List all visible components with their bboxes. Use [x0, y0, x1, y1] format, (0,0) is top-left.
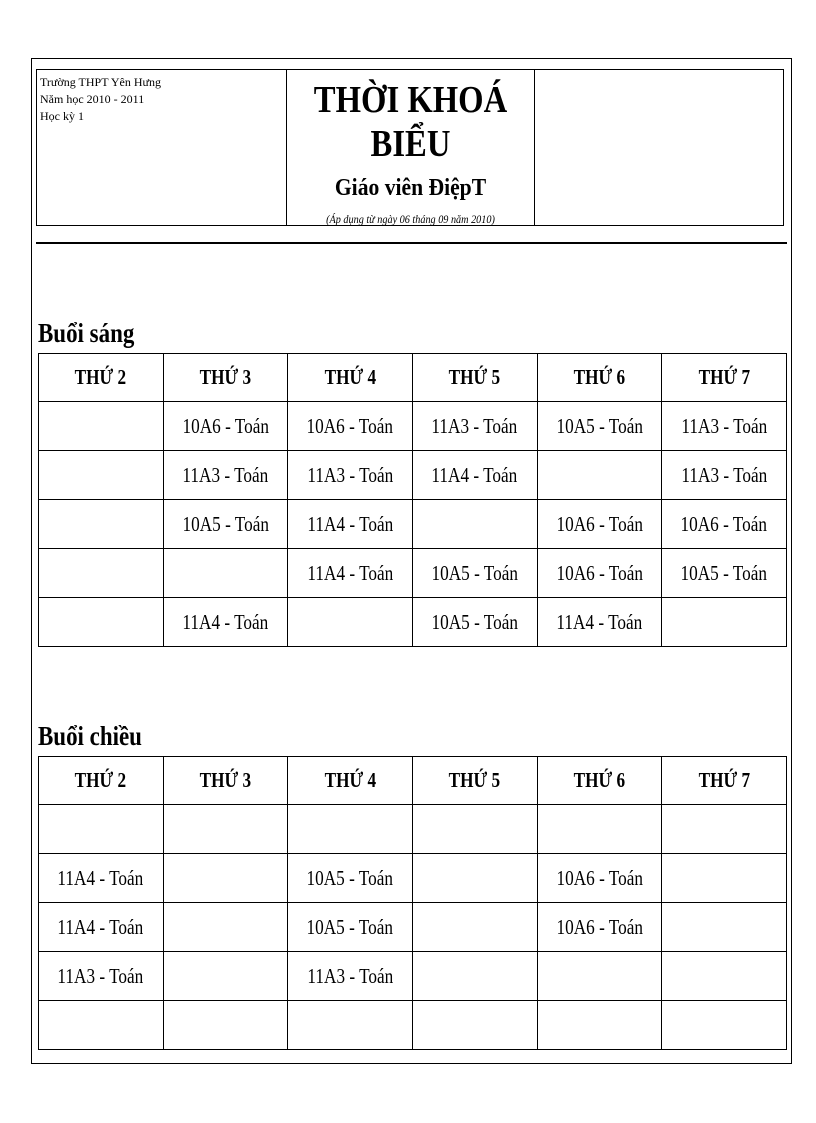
schedule-cell [412, 903, 537, 952]
schedule-cell [537, 1001, 662, 1050]
schedule-cell [537, 451, 662, 500]
morning-day-header [662, 354, 787, 402]
schedule-cell [163, 805, 288, 854]
schedule-cell [537, 500, 662, 549]
schedule-cell [163, 500, 288, 549]
table-row [39, 500, 787, 549]
school-year: Năm học 2010 - 2011 [40, 92, 145, 106]
morning-header-row [39, 354, 787, 402]
schedule-cell [412, 952, 537, 1001]
table-row [39, 549, 787, 598]
schedule-cell [662, 1001, 787, 1050]
class-label: 10A6 - Toán [680, 511, 768, 536]
class-label: 11A4 - Toán [57, 865, 144, 890]
schedule-cell [163, 451, 288, 500]
afternoon-day-label: THỨ 4 [324, 768, 376, 792]
class-label: 11A3 - Toán [182, 462, 269, 487]
table-row [39, 451, 787, 500]
morning-day-header [288, 354, 413, 402]
schedule-cell [39, 500, 164, 549]
schedule-cell [288, 500, 413, 549]
class-label: 11A4 - Toán [182, 609, 269, 634]
afternoon-day-header [412, 757, 537, 805]
afternoon-day-label: THỨ 5 [449, 768, 501, 792]
class-label: 11A3 - Toán [307, 963, 394, 988]
table-row [39, 598, 787, 647]
class-label: 10A6 - Toán [556, 560, 643, 585]
table-row [39, 854, 787, 903]
class-label: 11A3 - Toán [681, 462, 768, 487]
schedule-cell [662, 549, 787, 598]
afternoon-day-header [288, 757, 413, 805]
afternoon-title: Buổi chiều [38, 721, 142, 751]
schedule-cell [288, 1001, 413, 1050]
morning-body [39, 402, 787, 647]
morning-day-label: THỨ 2 [75, 365, 127, 389]
schedule-cell [412, 451, 537, 500]
schedule-cell [662, 903, 787, 952]
schedule-cell [288, 451, 413, 500]
schedule-cell [163, 854, 288, 903]
class-label: 11A4 - Toán [307, 511, 394, 536]
schedule-cell [288, 805, 413, 854]
class-label: 10A6 - Toán [182, 413, 269, 438]
schedule-cell [39, 549, 164, 598]
class-label: 10A5 - Toán [556, 413, 643, 438]
schedule-cell [163, 952, 288, 1001]
semester: Học kỳ 1 [40, 109, 84, 123]
schedule-cell [412, 1001, 537, 1050]
schedule-cell [163, 549, 288, 598]
schedule-cell [288, 598, 413, 647]
schedule-cell [537, 854, 662, 903]
schedule-cell [288, 952, 413, 1001]
schedule-cell [412, 500, 537, 549]
class-label: 10A6 - Toán [556, 511, 643, 536]
class-label: 10A6 - Toán [556, 865, 643, 890]
morning-table [38, 353, 787, 647]
class-label: 11A3 - Toán [57, 963, 144, 988]
schedule-cell [39, 903, 164, 952]
class-label: 10A5 - Toán [306, 865, 394, 890]
page-title: THỜI KHOÁ BIỂU [313, 79, 508, 165]
schedule-cell [412, 854, 537, 903]
afternoon-table [38, 756, 787, 1050]
table-row [39, 805, 787, 854]
class-label: 10A6 - Toán [306, 413, 394, 438]
morning-day-label: THỨ 4 [324, 365, 376, 389]
schedule-cell [288, 903, 413, 952]
title-block [287, 70, 535, 225]
schedule-cell [537, 402, 662, 451]
class-label: 11A4 - Toán [556, 609, 643, 634]
schedule-cell [288, 854, 413, 903]
afternoon-header-row [39, 757, 787, 805]
schedule-cell [662, 402, 787, 451]
morning-title: Buổi sáng [38, 318, 135, 348]
class-label: 10A5 - Toán [680, 560, 768, 585]
schedule-cell [537, 903, 662, 952]
afternoon-body [39, 805, 787, 1050]
afternoon-day-label: THỨ 2 [75, 768, 127, 792]
schedule-cell [537, 805, 662, 854]
header-empty-cell [535, 70, 783, 225]
schedule-cell [39, 402, 164, 451]
schedule-cell [288, 402, 413, 451]
morning-day-header [39, 354, 164, 402]
schedule-cell [163, 1001, 288, 1050]
schedule-cell [39, 805, 164, 854]
schedule-cell [412, 402, 537, 451]
class-label: 10A6 - Toán [556, 914, 643, 939]
schedule-cell [39, 952, 164, 1001]
class-label: 11A3 - Toán [307, 462, 394, 487]
afternoon-day-label: THỨ 7 [698, 768, 750, 792]
schedule-cell [537, 952, 662, 1001]
schedule-cell [39, 598, 164, 647]
schedule-cell [412, 549, 537, 598]
class-label: 11A3 - Toán [431, 413, 518, 438]
schedule-cell [662, 805, 787, 854]
class-label: 11A3 - Toán [681, 413, 768, 438]
morning-day-label: THỨ 6 [573, 365, 626, 389]
morning-day-label: THỨ 3 [199, 365, 252, 389]
schedule-cell [662, 952, 787, 1001]
divider-line [36, 242, 787, 244]
class-label: 11A4 - Toán [431, 462, 518, 487]
table-row [39, 952, 787, 1001]
applied-date: (Áp dụng từ ngày 06 tháng 09 năm 2010) [326, 212, 495, 226]
class-label: 10A5 - Toán [306, 914, 394, 939]
schedule-cell [412, 805, 537, 854]
morning-day-label: THỨ 7 [698, 365, 750, 389]
afternoon-day-header [39, 757, 164, 805]
morning-day-header [412, 354, 537, 402]
schedule-cell [662, 598, 787, 647]
schedule-cell [537, 549, 662, 598]
schedule-cell [662, 451, 787, 500]
schedule-cell [163, 903, 288, 952]
morning-day-label: THỨ 5 [449, 365, 501, 389]
class-label: 11A4 - Toán [307, 560, 394, 585]
morning-day-header [163, 354, 288, 402]
school-name: Trường THPT Yên Hưng [40, 75, 162, 89]
schedule-cell [662, 500, 787, 549]
schedule-cell [39, 854, 164, 903]
afternoon-day-header [163, 757, 288, 805]
header-box [36, 69, 784, 226]
schedule-cell [288, 549, 413, 598]
morning-day-header [537, 354, 662, 402]
table-row [39, 402, 787, 451]
afternoon-day-label: THỨ 3 [199, 768, 252, 792]
schedule-cell [163, 598, 288, 647]
afternoon-day-header [662, 757, 787, 805]
afternoon-day-header [537, 757, 662, 805]
schedule-cell [163, 402, 288, 451]
class-label: 10A5 - Toán [431, 560, 519, 585]
class-label: 11A4 - Toán [57, 914, 144, 939]
class-label: 10A5 - Toán [431, 609, 519, 634]
schedule-cell [412, 598, 537, 647]
schedule-cell [39, 451, 164, 500]
afternoon-day-label: THỨ 6 [573, 768, 626, 792]
schedule-cell [537, 598, 662, 647]
table-row [39, 1001, 787, 1050]
table-row [39, 903, 787, 952]
class-label: 10A5 - Toán [182, 511, 269, 536]
school-info [37, 70, 287, 225]
schedule-cell [39, 1001, 164, 1050]
schedule-cell [662, 854, 787, 903]
teacher-name: Giáo viên ĐiệpT [334, 175, 487, 201]
